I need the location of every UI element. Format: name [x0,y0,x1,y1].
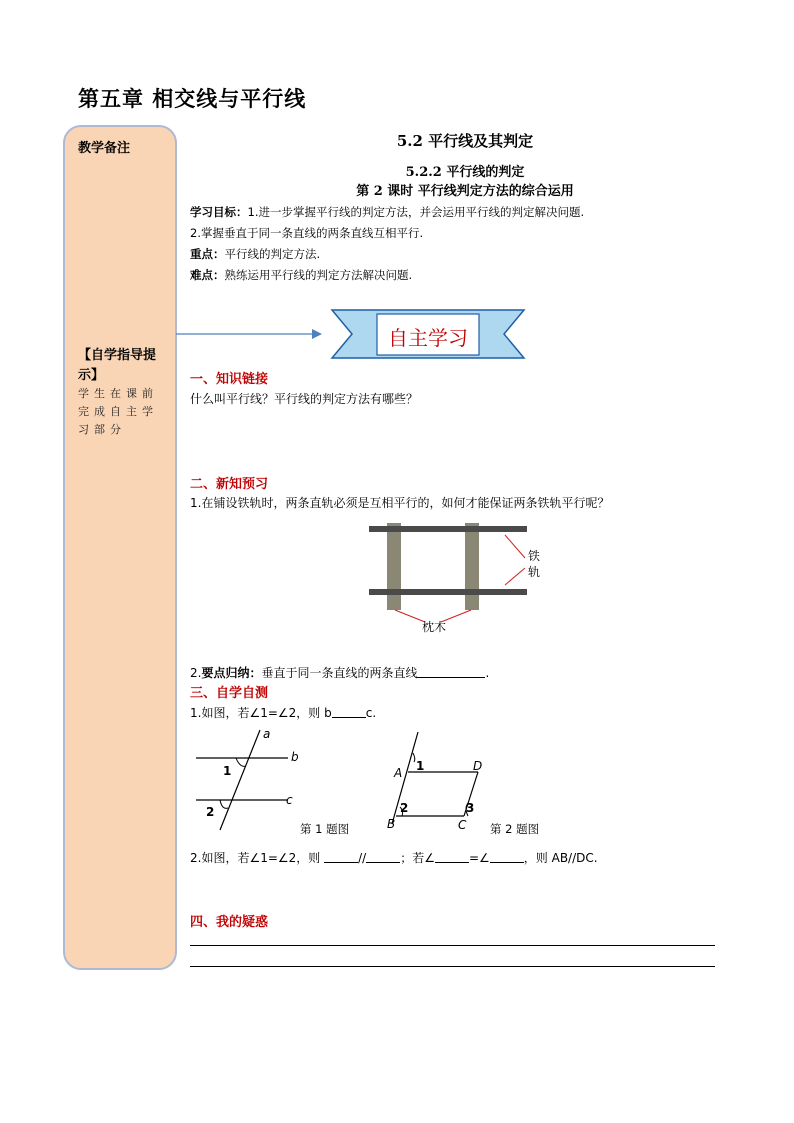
banner-text: 自主学习 [388,326,468,350]
q2-blank-4[interactable] [490,850,524,863]
rail-label-1: 铁 [528,549,541,563]
answer-line-2[interactable] [190,966,715,967]
summary-label: 要点归纳： [201,666,262,680]
sleeper-label: 枕木 [422,620,447,634]
sidebar-hint-title: 【自学指导提示】 [78,348,157,383]
part3-q1 [190,704,376,721]
fig2-angle-3: 3 [466,801,475,815]
fig2-label-D: D [473,759,483,773]
part3-heading: 三、自学自测 [190,686,269,701]
difficulty-text: 熟练运用平行线的判定方法解决问题. [224,268,413,282]
q2-blank-1[interactable] [324,850,358,863]
figure-1-caption: 第 1 题图 [300,822,350,836]
fig1-angle-2: 2 [206,805,215,819]
q2-blank-3[interactable] [435,850,469,863]
q1-answer-blank[interactable] [332,705,366,718]
part1-heading: 一、知识链接 [190,372,269,387]
part2-question: 1.在铺设铁轨时，两条直轨必须是互相平行的，如何才能保证两条铁轨平行呢？ [190,496,610,510]
figure-2-diagram [380,728,490,832]
fig2-label-C: C [458,818,467,832]
summary-text: 垂直于同一条直线的两条直线 [261,666,418,680]
part2-heading: 二、新知预习 [190,477,269,492]
fig1-label-c: c [286,793,293,807]
figure-1-diagram [190,726,320,832]
objective-item-1: 1.进一步掌握平行线的判定方法，并会运用平行线的判定解决问题. [247,205,585,219]
objective-line-1 [190,204,584,220]
subsection-title: 5.2.2 平行线的判定 [405,165,525,180]
sidebar-heading: 教学备注 [78,141,131,156]
part3-q2 [190,849,598,866]
section-title: 5.2 平行线及其判定 [396,132,534,150]
q2-text-a: 2.如图，若∠1=∠2，则 [190,851,321,865]
fig2-label-A: A [394,766,403,780]
pointer-arrow [176,326,326,342]
q2-text-c: ；若∠ [400,851,435,865]
fig1-label-a: a [263,727,271,741]
fig1-label-b: b [291,750,299,764]
objectives-label: 学习目标： [190,205,248,219]
summary-end: . [485,666,490,680]
fig1-angle-1: 1 [223,764,232,778]
rail-label-2: 轨 [528,565,541,579]
q2-text-b: // [358,851,367,865]
sidebar-hint-body: 学生在课前完成自主学习部分 [78,387,158,436]
difficulty-line [190,267,412,283]
q1-text-b: c. [365,706,377,720]
objective-item-2: 2.掌握垂直于同一条直线的两条直线互相平行. [190,226,424,240]
fig2-angle-1: 1 [416,759,425,773]
fig2-label-B: B [387,817,396,831]
summary-prefix: 2. [190,666,202,680]
key-point-text: 平行线的判定方法. [224,247,321,261]
key-point-line [190,246,320,262]
summary-answer-blank[interactable] [417,665,485,678]
part1-question: 什么叫平行线？平行线的判定方法有哪些？ [190,392,419,406]
part4-heading: 四、我的疑惑 [190,915,269,930]
q2-text-d: =∠ [468,851,490,865]
answer-line-1[interactable] [190,945,715,946]
summary-line [190,664,489,681]
fig2-angle-2: 2 [400,801,409,815]
q2-text-e: ，则 AB//DC. [523,851,598,865]
q1-text-a: 1.如图，若∠1=∠2，则 b [190,706,332,720]
q2-blank-2[interactable] [366,850,400,863]
railway-figure [365,518,555,636]
chapter-title: 第五章 相交线与平行线 [78,86,307,111]
difficulty-label: 难点： [190,268,225,282]
lesson-title: 第 2 课时 平行线判定方法的综合运用 [356,184,574,199]
figure-2-caption: 第 2 题图 [490,822,540,836]
sidebar-panel [63,125,177,970]
key-point-label: 重点： [190,247,225,261]
